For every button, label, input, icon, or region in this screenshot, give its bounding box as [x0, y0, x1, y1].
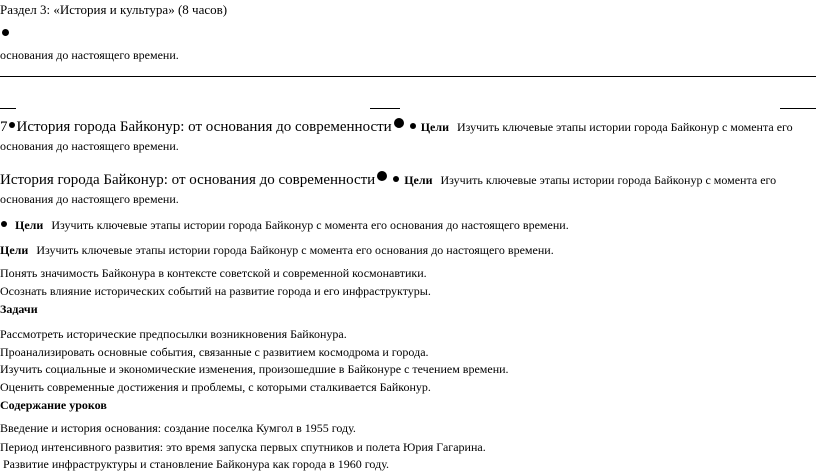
bullet-icon	[1, 221, 7, 227]
topic-title: История города Байконур: от основания до современности	[16, 119, 392, 135]
bullet-icon	[393, 176, 399, 182]
goals-line	[0, 241, 554, 259]
divider-line	[0, 76, 816, 77]
short-rule-left	[0, 108, 16, 109]
goal-item: Понять значимость Байконура в контексте советской и современной космонавтики.	[0, 266, 427, 280]
task-item: Рассмотреть исторические предпосылки возникновения Байконура.	[0, 327, 347, 341]
topic-heading-1	[0, 118, 793, 136]
bullet-icon	[377, 171, 387, 181]
content-item: Развитие инфраструктуры и становление Байконура как города в 1960 году.	[0, 457, 389, 471]
short-rule-middle	[370, 108, 400, 109]
heading-number: 7	[0, 119, 8, 135]
tasks-heading: Задачи	[0, 302, 38, 316]
section-title: Раздел 3: «История и культура» (8 часов)	[0, 2, 228, 17]
goals-text: Изучить ключевые этапы истории города Байконур с момента его	[440, 173, 777, 187]
content-item: Введение и история основания: создание поселка Кумгол в 1955 году.	[0, 421, 356, 435]
goals-text-continuation: основания до настоящего времени.	[0, 139, 179, 153]
bullet-icon	[410, 123, 416, 129]
bullet-icon	[394, 118, 404, 128]
goals-label: Цели	[404, 173, 433, 187]
task-item: Изучить социальные и экономические изменения, произошедшие в Байконуре с течением времени.	[0, 362, 509, 376]
bullet-icon	[2, 29, 9, 36]
goals-text-continuation: основания до настоящего времени.	[0, 192, 179, 206]
goals-label: Цели	[420, 120, 450, 134]
goals-label: Цели	[0, 243, 29, 257]
content-item: Период интенсивного развития: это время запуска первых спутников и полета Юрия Гагарина.	[0, 440, 486, 454]
content-heading: Содержание уроков	[0, 398, 107, 412]
topic-heading-2	[0, 171, 776, 189]
bullet-icon	[9, 122, 15, 128]
goal-item: Осознать влияние исторических событий на развитие города и его инфраструктуры.	[0, 284, 431, 298]
goals-text: Изучить ключевые этапы истории города Байконур с момента его	[457, 120, 793, 134]
goals-line-bulleted	[0, 216, 569, 234]
task-item: Оценить современные достижения и проблемы, с которыми сталкивается Байконур.	[0, 380, 431, 394]
fragment-line: основания до настоящего времени.	[0, 48, 179, 62]
short-rule-right	[780, 108, 816, 109]
topic-title: История города Байконур: от основания до современности	[0, 172, 376, 188]
goals-label: Цели	[15, 218, 44, 232]
goals-text: Изучить ключевые этапы истории города Байконур с момента его основания до настоящего времени.	[51, 218, 569, 232]
goals-text: Изучить ключевые этапы истории города Байконур с момента его основания до настоящего времени.	[36, 243, 554, 257]
task-item: Проанализировать основные события, связанные с развитием космодрома и города.	[0, 345, 429, 359]
